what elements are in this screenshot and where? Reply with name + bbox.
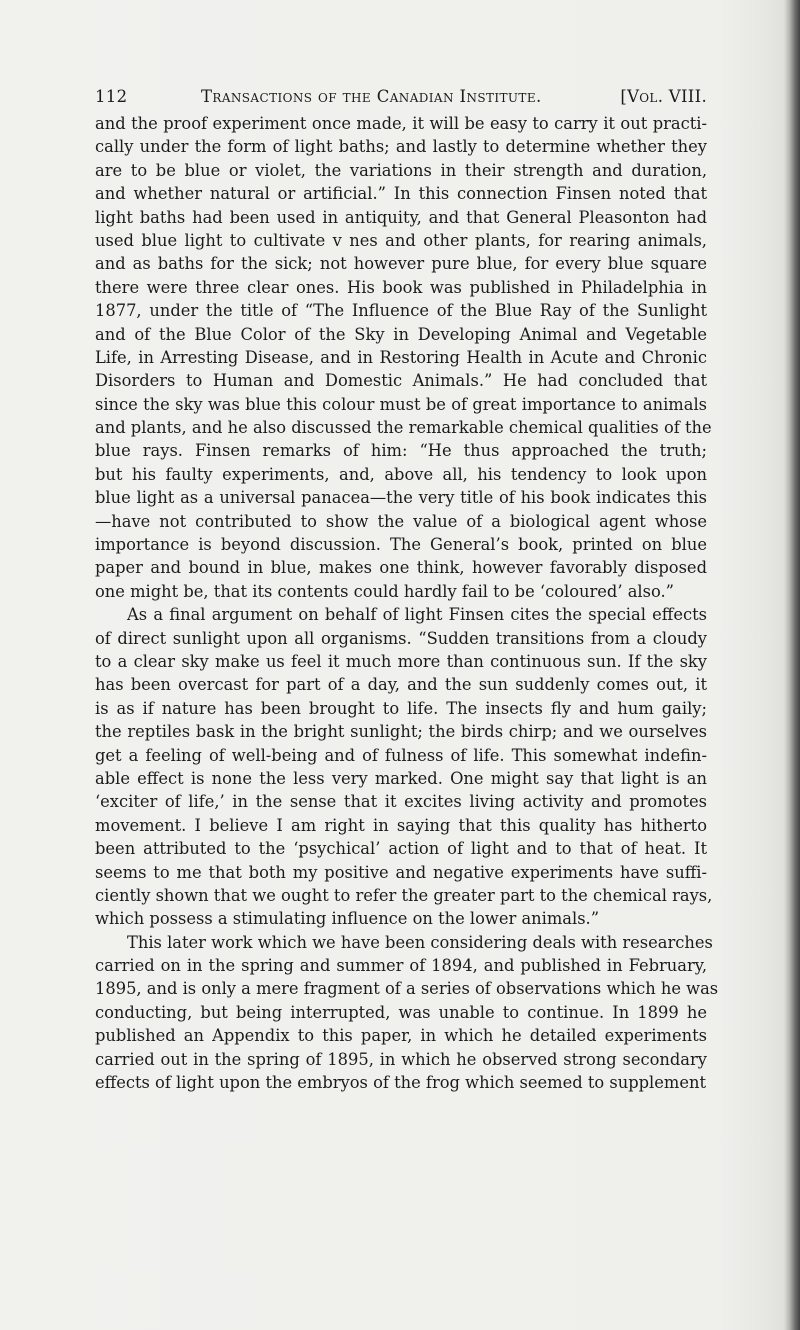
text-line: Life, in Arresting Disease, and in Restoring Health in Acute and Chronic xyxy=(95,347,707,367)
text-line: 1877, under the title of “The Influence of the Blue Ray of the Sunlight xyxy=(95,301,707,321)
text-line: blue light as a universal panacea—the very title of his book indicates this xyxy=(95,488,707,508)
text-line: the reptiles bask in the bright sunlight; the birds chirp; and we ourselves xyxy=(95,722,707,742)
running-head xyxy=(95,87,707,111)
volume-label: [Vol. VIII. xyxy=(620,87,707,106)
text-line: conducting, but being interrupted, was unable to continue. In 1899 he xyxy=(95,1002,707,1022)
body-text xyxy=(95,112,719,1094)
text-line: paper and bound in blue, makes one think, however favorably disposed xyxy=(95,558,707,578)
paragraph xyxy=(95,931,719,1095)
text-line: 1895, and is only a mere fragment of a series of observations which he was xyxy=(95,979,719,999)
text-line: and the proof experiment once made, it will be easy to carry it out practi- xyxy=(95,114,707,133)
text-line: one might be, that its contents could hardly fail to be ‘coloured’ also.” xyxy=(95,581,674,601)
text-line: This later work which we have been considering deals with researches xyxy=(127,932,713,952)
text-line: —have not contributed to show the value of a biological agent whose xyxy=(95,511,707,531)
text-line: ‘exciter of life,’ in the sense that it excites living activity and promotes xyxy=(95,792,707,812)
text-line: able effect is none the less very marked. One might say that light is an xyxy=(95,768,707,788)
text-line: and as baths for the sick; not however pure blue, for every blue square xyxy=(95,254,707,274)
paragraph xyxy=(95,603,713,930)
text-line: there were three clear ones. His book was published in Philadelphia in xyxy=(95,277,707,297)
text-line: movement. I believe I am right in saying that this quality has hitherto xyxy=(95,815,707,835)
text-line: used blue light to cultivate v nes and other plants, for rearing animals, xyxy=(95,230,707,250)
text-line: carried on in the spring and summer of 1894, and published in February, xyxy=(95,956,707,976)
text-line: importance is beyond discussion. The General’s book, printed on blue xyxy=(95,535,707,555)
text-line: carried out in the spring of 1895, in which he observed strong secondary xyxy=(95,1049,707,1069)
text-line: seems to me that both my positive and negative experiments have suffi- xyxy=(95,862,707,882)
text-line: cally under the form of light baths; and lastly to determine whether they xyxy=(95,137,707,157)
text-line: since the sky was blue this colour must be of great importance to animals xyxy=(95,394,707,414)
text-line: As a final argument on behalf of light Finsen cites the special effects xyxy=(127,605,707,625)
text-line: of direct sunlight upon all organisms. “Sudden transitions from a cloudy xyxy=(95,628,707,648)
text-line: but his faulty experiments, and, above all, his tendency to look upon xyxy=(95,464,707,484)
text-line: and whether natural or artificial.” In this connection Finsen noted that xyxy=(95,184,707,204)
text-line: blue rays. Finsen remarks of him: “He thus approached the truth; xyxy=(95,441,707,461)
text-line: Disorders to Human and Domestic Animals.” He had concluded that xyxy=(95,371,707,391)
text-line: which possess a stimulating influence on the lower animals.” xyxy=(95,909,600,929)
text-line: is as if nature has been brought to life. The insects fly and hum gaily; xyxy=(95,698,707,718)
text-line: and of the Blue Color of the Sky in Developing Animal and Vegetable xyxy=(95,324,707,344)
text-line: get a feeling of well-being and of fulness of life. This somewhat indefin- xyxy=(95,745,707,765)
text-line: effects of light upon the embryos of the frog which seemed to supplement xyxy=(95,1073,706,1093)
text-line: published an Appendix to this paper, in which he detailed experiments xyxy=(95,1026,707,1046)
binding-edge-shadow xyxy=(784,0,800,1330)
text-line: are to be blue or violet, the variations in their strength and duration, xyxy=(95,160,707,180)
page-number: 112 xyxy=(95,87,128,106)
journal-title: Transactions of the Canadian Institute. xyxy=(201,87,542,106)
text-line: to a clear sky make us feel it much more than continuous sun. If the sky xyxy=(95,651,707,671)
text-line: been attributed to the ‘psychical’ action of light and to that of heat. It xyxy=(95,839,707,859)
text-line: ciently shown that we ought to refer the greater part to the chemical rays, xyxy=(95,885,713,905)
text-line: and plants, and he also discussed the remarkable chemical qualities of the xyxy=(95,418,712,438)
text-line: has been overcast for part of a day, and the sun suddenly comes out, it xyxy=(95,675,707,695)
paragraph xyxy=(95,112,712,603)
text-line: light baths had been used in antiquity, and that General Pleasonton had xyxy=(95,207,707,227)
